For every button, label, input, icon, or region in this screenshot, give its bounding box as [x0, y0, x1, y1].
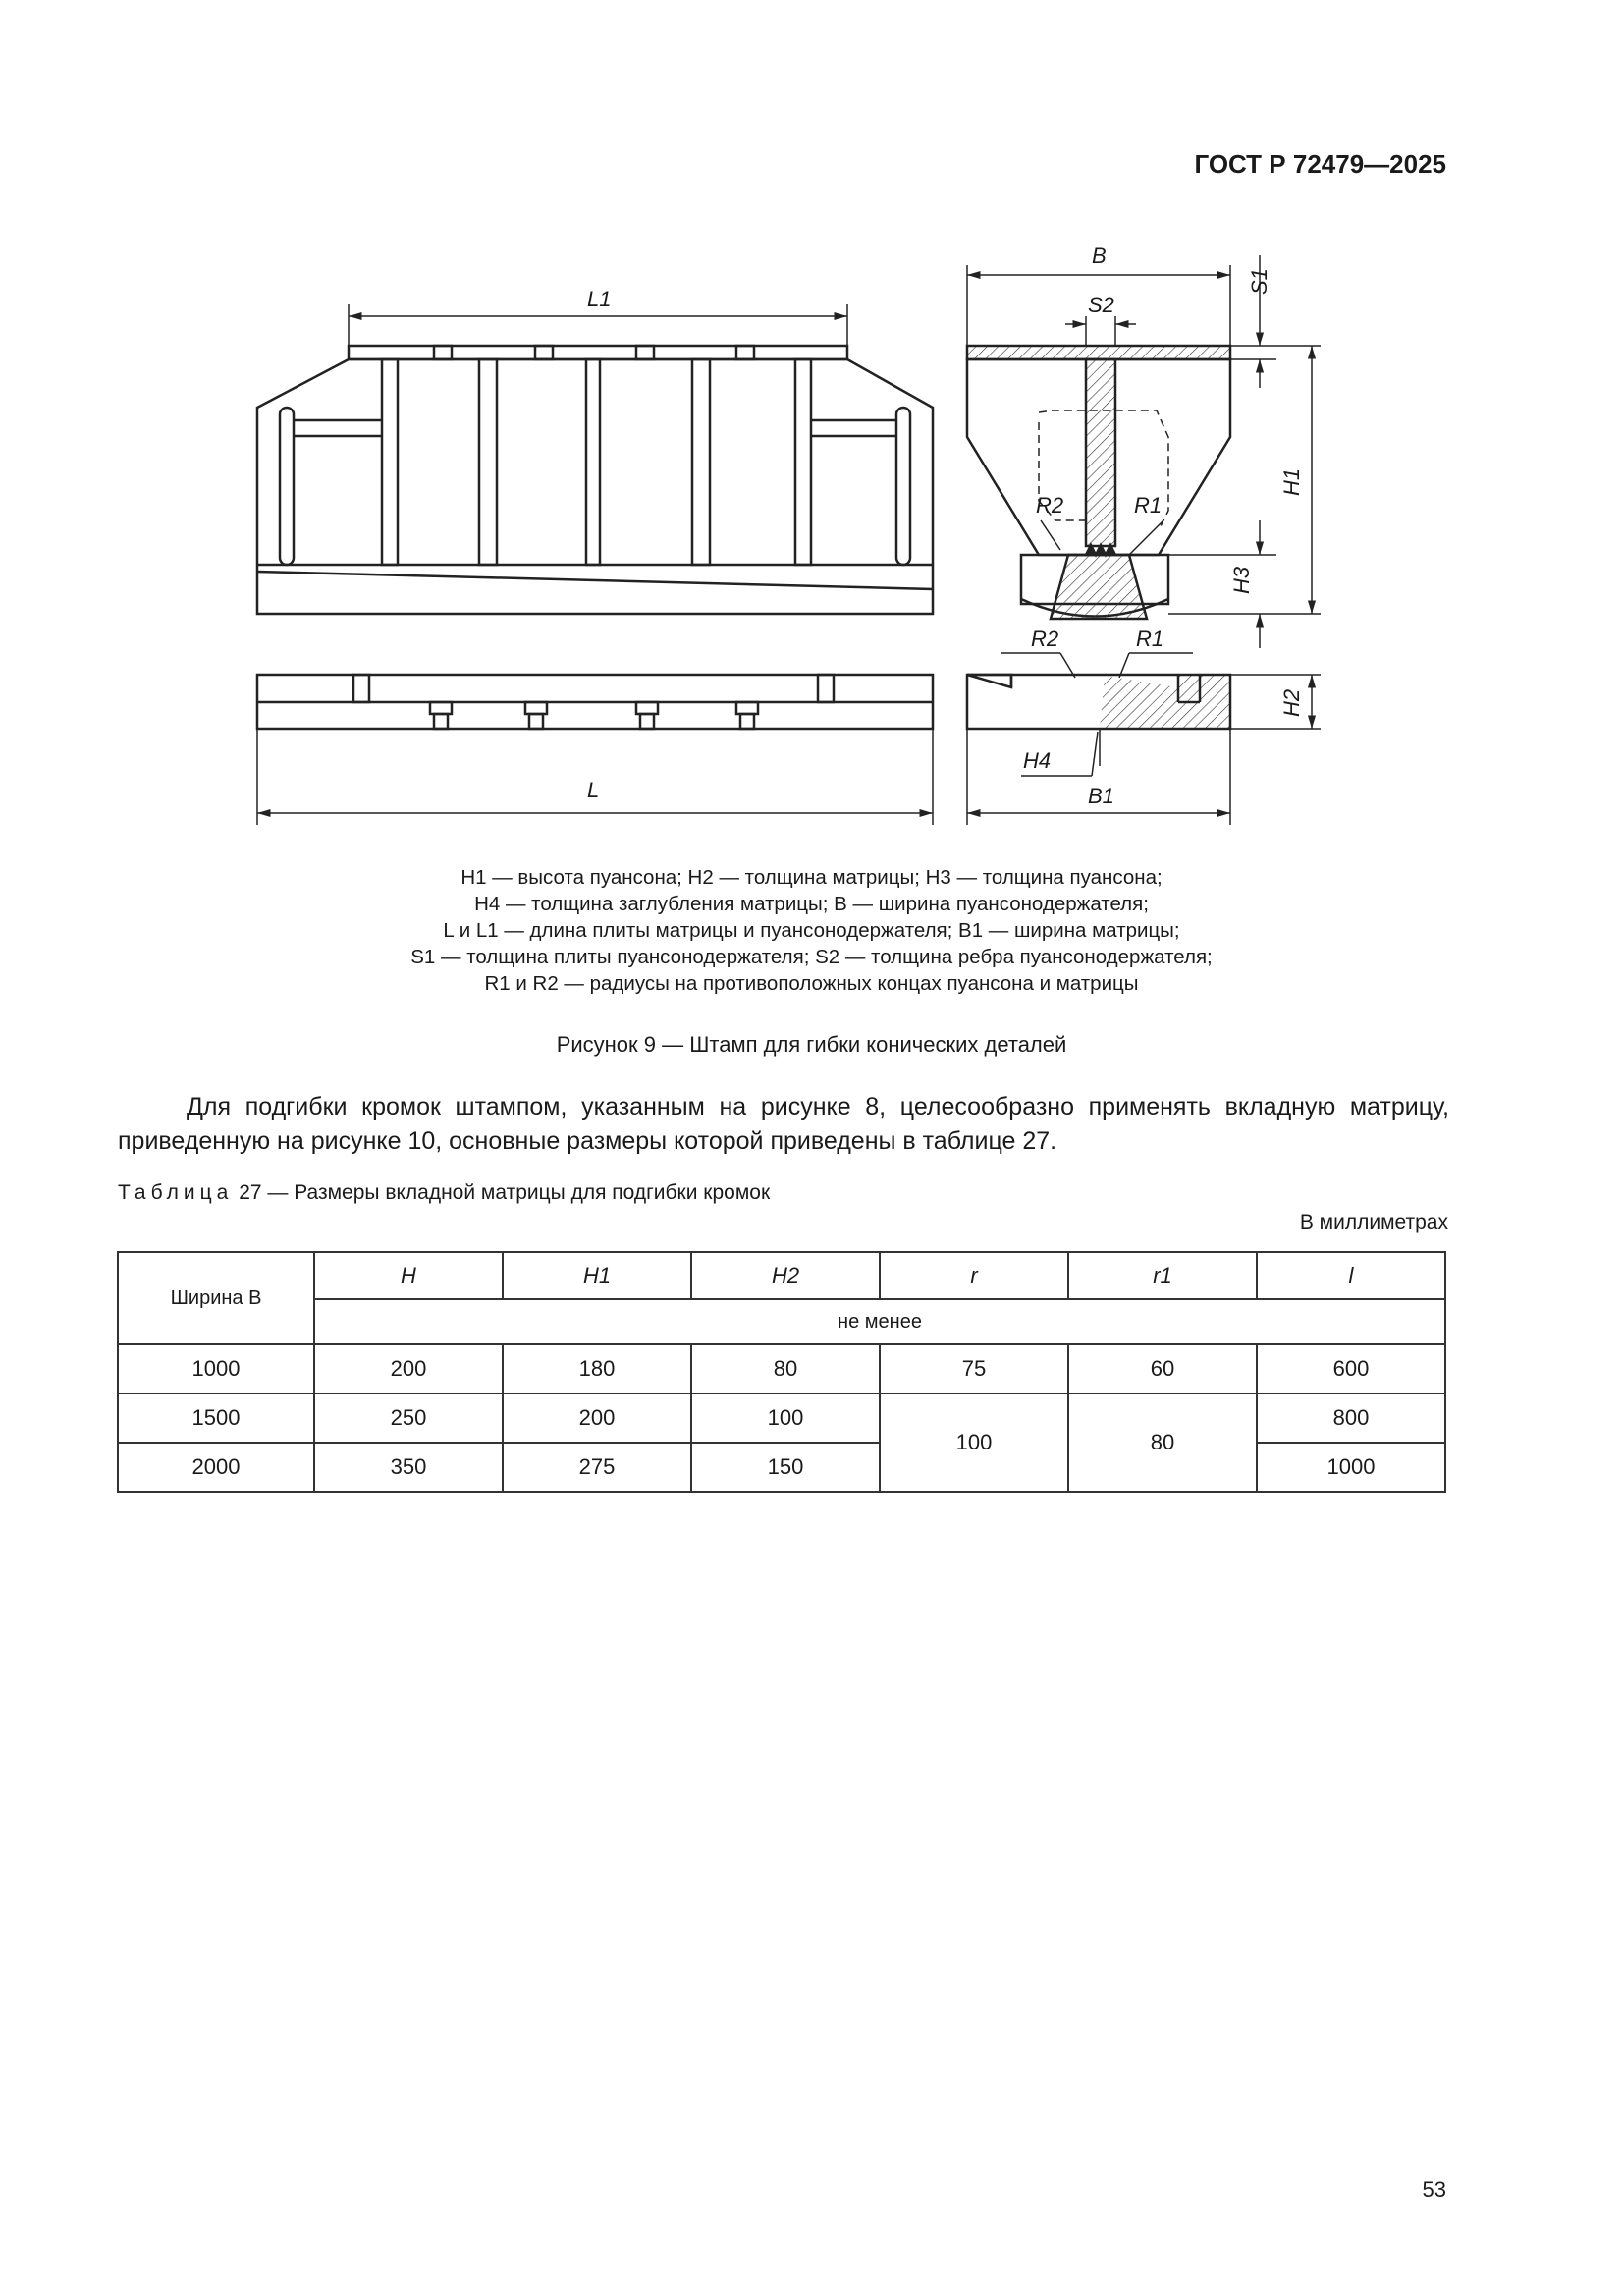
technical-drawing-figure [236, 241, 1365, 849]
table-cell: 200 [503, 1394, 691, 1443]
legend-line: H1 — высота пуансона; H2 — толщина матрицы; H3 — толщина пуансона; [460, 866, 1163, 889]
dimensions-table [117, 1251, 1446, 1493]
col-l: l [1348, 1263, 1354, 1287]
table-cell: 800 [1257, 1394, 1445, 1443]
col-H1: H1 [582, 1263, 612, 1287]
table-row [118, 1344, 1445, 1394]
table-units: В миллиметрах [1299, 1211, 1448, 1233]
table-cell: 2000 [118, 1443, 314, 1492]
table-header-cell [691, 1252, 880, 1299]
col-H: H [401, 1263, 416, 1287]
table-title [118, 1181, 770, 1205]
right-dimensions [967, 255, 1321, 825]
dim-label-S1: S1 [1247, 268, 1271, 295]
col-H2: H2 [771, 1263, 800, 1287]
table-cell: 80 [691, 1344, 880, 1394]
table-header-cell [1068, 1252, 1257, 1299]
front-view-upper [257, 346, 933, 614]
dim-label-R2-upper: R2 [1036, 493, 1064, 518]
dim-label-R2-lower: R2 [1031, 627, 1059, 651]
table-header-cell [503, 1252, 691, 1299]
table-header-cell [1257, 1252, 1445, 1299]
table-header-cell [314, 1252, 503, 1299]
table-cell: 1000 [118, 1344, 314, 1394]
dim-label-H2: H2 [1279, 688, 1304, 717]
dim-label-H3: H3 [1229, 566, 1254, 594]
table-cell-merged: 100 [880, 1394, 1068, 1492]
table-cell: 75 [880, 1344, 1068, 1394]
table-cell-merged: 80 [1068, 1394, 1257, 1492]
figure-caption: Рисунок 9 — Штамп для гибки конических деталей [556, 1032, 1067, 1057]
table-cell: 180 [503, 1344, 691, 1394]
side-view-upper [967, 346, 1230, 619]
table-subheader: не менее [314, 1299, 1445, 1344]
dim-label-H4: H4 [1023, 748, 1052, 773]
legend-line: H4 — толщина заглубления матрицы; B — ширина пуансонодержателя; [474, 893, 1149, 915]
table-cell: 60 [1068, 1344, 1257, 1394]
dim-label-B1: B1 [1088, 784, 1114, 808]
table-title-prefix: Таблица [118, 1181, 234, 1204]
table-cell: 1500 [118, 1394, 314, 1443]
body-paragraph: Для подгибки кромок штампом, указанным на рисунке 8, целесообразно применять вкладную матрицу, приведенную на рисунке 10, основные размеры которой приведены в таблице 27. [118, 1093, 1449, 1155]
table-cell: 600 [1257, 1344, 1445, 1394]
table-cell: 200 [314, 1344, 503, 1394]
dim-label-B: B [1092, 244, 1107, 268]
table-cell: 350 [314, 1443, 503, 1492]
col-r: r [970, 1263, 978, 1287]
dim-label-S2: S2 [1088, 293, 1114, 317]
legend-line: R1 и R2 — радиусы на противоположных концах пуансона и матрицы [484, 972, 1139, 995]
col-r1: r1 [1153, 1263, 1172, 1287]
legend-line: L и L1 — длина плиты матрицы и пуансонодержателя; B1 — ширина матрицы; [443, 919, 1180, 942]
table-cell: 100 [691, 1394, 880, 1443]
dim-label-H1: H1 [1279, 467, 1304, 496]
front-view-lower [257, 675, 933, 729]
document-header: ГОСТ Р 72479—2025 [1194, 149, 1446, 179]
table-cell: 1000 [1257, 1443, 1445, 1492]
legend-line: S1 — толщина плиты пуансонодержателя; S2 — толщина ребра пуансонодержателя; [410, 946, 1213, 968]
dim-label-L: L [587, 778, 600, 802]
table-header-width: Ширина B [118, 1252, 314, 1344]
table-row [118, 1394, 1445, 1443]
table-cell: 150 [691, 1443, 880, 1492]
page-number: 53 [1422, 2177, 1446, 2202]
dim-label-L1: L1 [587, 287, 612, 311]
table-header-cell [880, 1252, 1068, 1299]
dim-label-R1-upper: R1 [1134, 493, 1163, 518]
table-cell: 275 [503, 1443, 691, 1492]
side-view-lower [967, 675, 1230, 729]
dim-label-R1-lower: R1 [1136, 627, 1164, 651]
figure-legend [0, 864, 1623, 997]
table-title-text: 27 — Размеры вкладной матрицы для подгибки кромок [239, 1181, 771, 1204]
table-cell: 250 [314, 1394, 503, 1443]
